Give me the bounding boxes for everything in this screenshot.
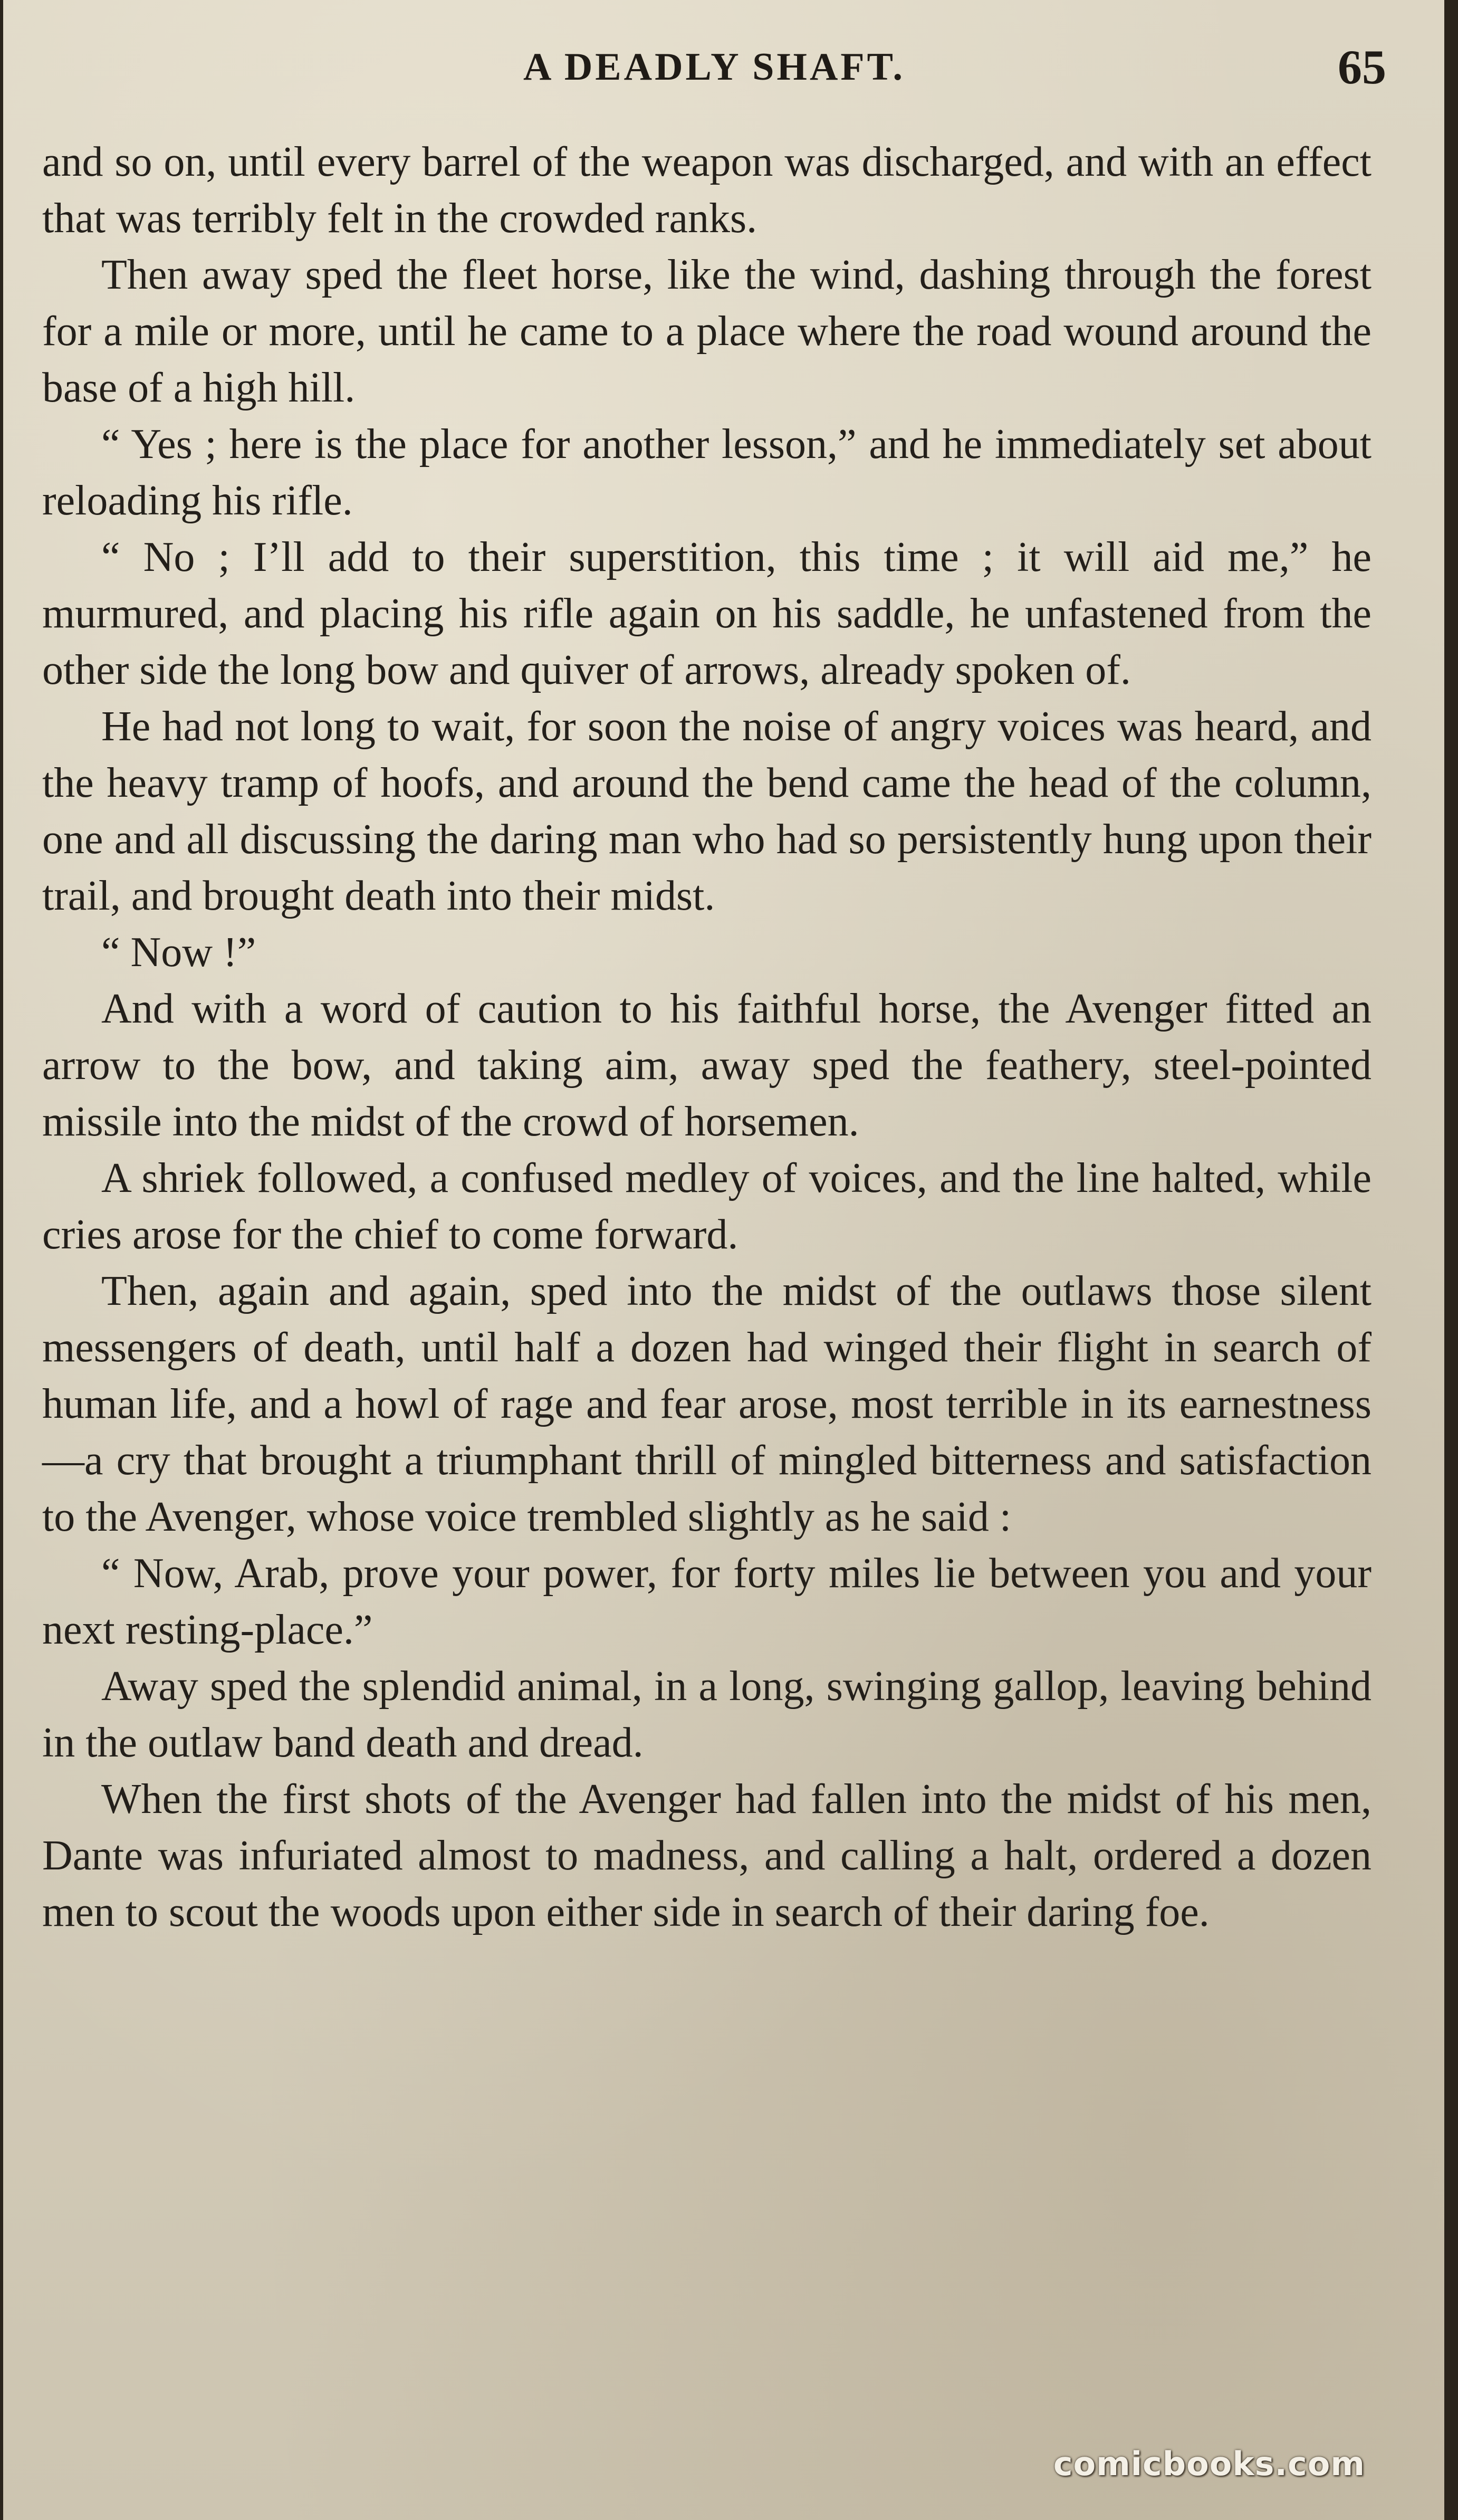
paragraph: “ Yes ; here is the place for another lesson,” and he immediately set about reloading his rifle. <box>42 421 1371 524</box>
paragraph: and so on, until every barrel of the weapon was discharged, and with an effect that was terribly felt in the crowded ranks. <box>42 139 1371 242</box>
running-head <box>42 38 1386 96</box>
site-watermark: comicbooks.com <box>1053 2445 1365 2483</box>
paragraph: “ Now, Arab, prove your power, for forty miles lie between you and your next resting-place.” <box>42 1550 1371 1653</box>
body-text <box>42 134 1371 1941</box>
paragraph: Then away sped the fleet horse, like the wind, dashing through the forest for a mile or more, until he came to a place where the road wound around the base of a high hill. <box>42 252 1371 411</box>
paragraph: He had not long to wait, for soon the noise of angry voices was heard, and the heavy tramp of hoofs, and around the bend came the head of the column, one and all discussing the daring man who had so persistently hung upon their trail, and brought death into their midst. <box>42 703 1371 919</box>
chapter-title: A DEADLY SHAFT. <box>523 45 906 89</box>
paragraph: A shriek followed, a confused medley of voices, and the line halted, while cries arose for the chief to come forward. <box>42 1155 1371 1258</box>
paragraph: Away sped the splendid animal, in a long, swinging gallop, leaving behind in the outlaw band death and dread. <box>42 1663 1371 1766</box>
paragraph: When the first shots of the Avenger had fallen into the midst of his men, Dante was infuriated almost to madness, and calling a halt, ordered a dozen men to scout the woods upon either side in search of their daring foe. <box>42 1776 1371 1935</box>
page-number: 65 <box>1338 40 1386 94</box>
paragraph: Then, again and again, sped into the midst of the outlaws those silent messengers of death, until half a dozen had winged their flight in search of human life, and a howl of rage and fear arose, most terrible in its earnestness—a cry that brought a triumphant thrill of mingled bitterness and satisfaction to the Avenger, whose voice trembled slightly as he said : <box>42 1268 1371 1540</box>
paragraph: “ No ; I’ll add to their superstition, this time ; it will aid me,” he murmured, and placing his rifle again on his saddle, he unfastened from the other side the long bow and quiver of arrows, already spoken of. <box>42 534 1371 693</box>
paragraph: And with a word of caution to his faithful horse, the Avenger fitted an arrow to the bow, and taking aim, away sped the feathery, steel-pointed missile into the midst of the crowd of horsemen. <box>42 986 1371 1145</box>
paragraph: “ Now !” <box>101 929 256 976</box>
